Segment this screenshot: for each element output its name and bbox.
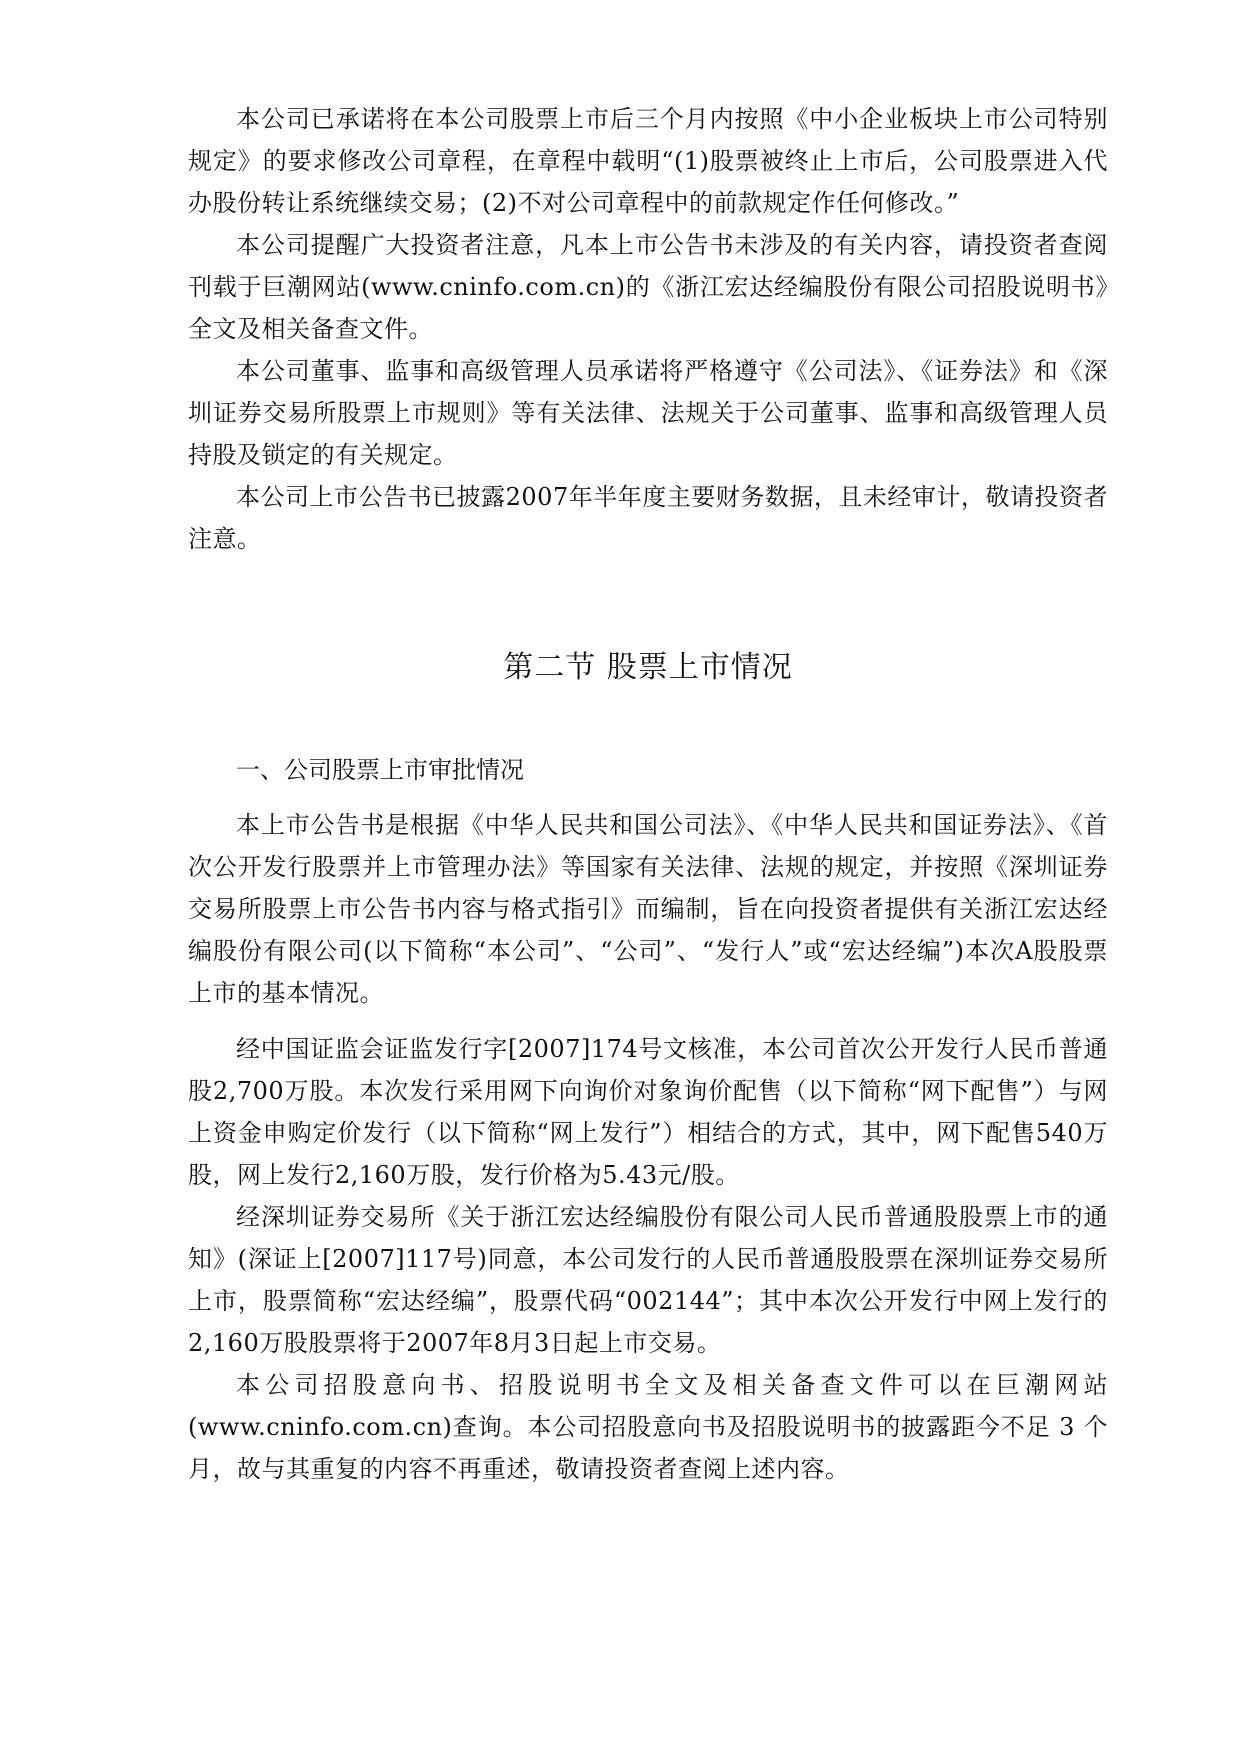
document-page — [188, 98, 1108, 1490]
intro-paragraph-investor-notice: 本公司提醒广大投资者注意，凡本上市公告书未涉及的有关内容，请投资者查阅刊载于巨潮网站(www.cninfo.com.cn)的《浙江宏达经编股份有限公司招股说明书》全文及相关备查文件。 — [188, 231, 1108, 343]
body-paragraph-approval: 经中国证监会证监发行字[2007]174号文核准，本公司首次公开发行人民币普通股2,700万股。本次发行采用网下向询价对象询价配售（以下简称“网下配售”）与网上资金申购定价发行（以下简称“网上发行”）相结合的方式，其中，网下配售540万股，网上发行2,160万股，发行价格为5.43元/股。 — [188, 1035, 1108, 1189]
subsection-title: 一、公司股票上市审批情况 — [236, 756, 524, 784]
section-title: 第二节 股票上市情况 — [503, 650, 793, 685]
body-paragraph-listing-notice: 经深圳证券交易所《关于浙江宏达经编股份有限公司人民币普通股股票上市的通知》(深证上[2007]117号)同意，本公司发行的人民币普通股股票在深圳证券交易所上市，股票简称“宏达经编”，股票代码“002144”；其中本次公开发行中网上发行的2,160万股股票将于2007年8月3日起上市交易。 — [188, 1203, 1108, 1357]
body-paragraph-basis: 本上市公告书是根据《中华人民共和国公司法》、《中华人民共和国证券法》、《首次公开发行股票并上市管理办法》等国家有关法律、法规的规定，并按照《深圳证券交易所股票上市公告书内容与格式指引》而编制，旨在向投资者提供有关浙江宏达经编股份有限公司(以下简称“本公司”、“公司”、“发行人”或“宏达经编”)本次A股股票上市的基本情况。 — [188, 811, 1108, 1007]
body-paragraph-reference-documents: 本公司招股意向书、招股说明书全文及相关备查文件可以在巨潮网站(www.cninfo.com.cn)查询。本公司招股意向书及招股说明书的披露距今不足 3 个月，故与其重复的内容不再重述，敬请投资者查阅上述内容。 — [188, 1371, 1108, 1483]
intro-paragraph-articles-amendment: 本公司已承诺将在本公司股票上市后三个月内按照《中小企业板块上市公司特别规定》的要求修改公司章程，在章程中载明“(1)股票被终止上市后，公司股票进入代办股份转让系统继续交易；(2)不对公司章程中的前款规定作任何修改。” — [188, 105, 1108, 217]
intro-paragraph-management-commitment: 本公司董事、监事和高级管理人员承诺将严格遵守《公司法》、《证券法》和《深圳证券交易所股票上市规则》等有关法律、法规关于公司董事、监事和高级管理人员持股及锁定的有关规定。 — [188, 357, 1108, 469]
intro-paragraph-financial-data: 本公司上市公告书已披露2007年半年度主要财务数据，且未经审计，敬请投资者注意。 — [188, 483, 1108, 553]
